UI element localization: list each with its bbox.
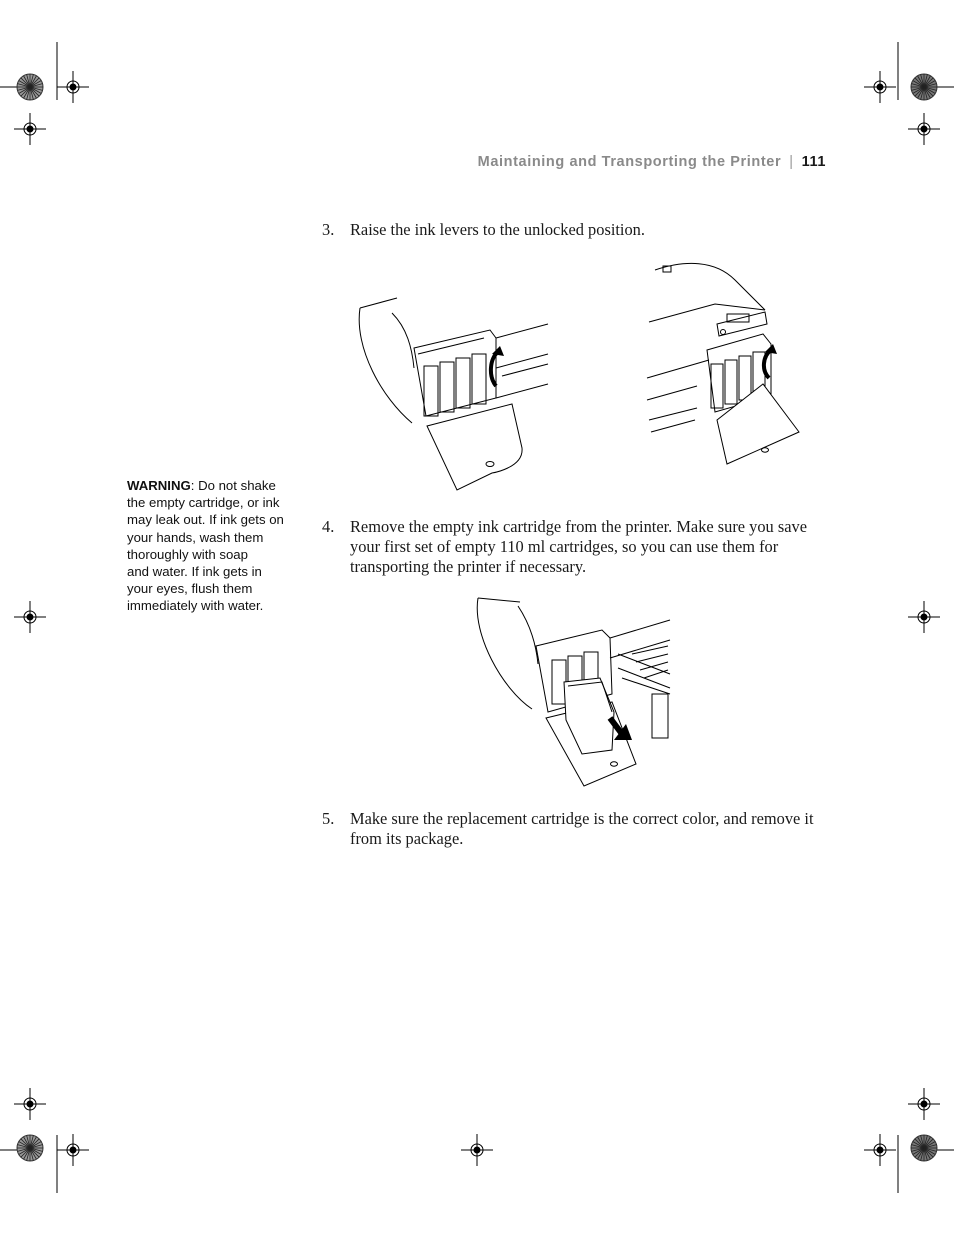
crosshair-target [14,1088,46,1120]
crosshair-target [14,113,46,145]
step-text [350,517,807,577]
step-number: 3. [322,220,335,239]
step-text-line: your first set of empty 110 ml cartridges, so you can use them for [350,537,779,556]
step-5 [322,809,822,849]
step-text-line: transporting the printer if necessary. [350,557,587,576]
crosshair-target [14,601,46,633]
printer-ink-lever-illustration-right [645,260,805,470]
warning-line-5: thoroughly with soap [127,546,248,562]
step-number: 4. [322,517,335,536]
step-4 [322,517,822,577]
step-text-line: Raise the ink levers to the unlocked position. [350,220,645,239]
warning-line-8: immediately with water. [127,598,264,614]
warning-line-2: the empty cartridge, or ink [127,495,280,511]
warning-line-4: your hands, wash them [127,529,264,545]
crosshair-target [461,1134,493,1166]
warning-note [127,477,302,615]
step-text-line: Make sure the replacement cartridge is the correct color, and remove it [350,809,814,828]
section-title: Maintaining and Transporting the Printer [477,154,782,170]
running-header [380,154,826,170]
warning-line-6: and water. If ink gets in [127,564,262,580]
crosshair-target [864,71,896,103]
warning-label: WARNING [127,478,191,493]
color-registration-burst [911,74,937,100]
page-number: 111 [801,154,826,170]
printer-ink-lever-illustration-left [352,258,552,498]
crosshair-target [908,601,940,633]
crosshair-target [908,113,940,145]
color-registration-burst [17,74,43,100]
warning-line-3: may leak out. If ink gets on [127,512,284,528]
color-registration-burst [911,1135,937,1161]
crosshair-target [908,1088,940,1120]
crosshair-target [57,1134,89,1166]
step-number: 5. [322,809,335,828]
step-text-line: Remove the empty ink cartridge from the printer. Make sure you save [350,517,807,536]
color-registration-burst [17,1135,43,1161]
cartridge-removal-illustration [472,594,672,789]
step-text [350,809,814,849]
header-separator: | [789,154,794,170]
crosshair-target [57,71,89,103]
warning-line-7: your eyes, flush them [127,581,253,597]
step-text-line: from its package. [350,829,464,848]
warning-line-1: WARNING: Do not shake [127,478,276,493]
step-3 [322,220,822,240]
crosshair-target [864,1134,896,1166]
